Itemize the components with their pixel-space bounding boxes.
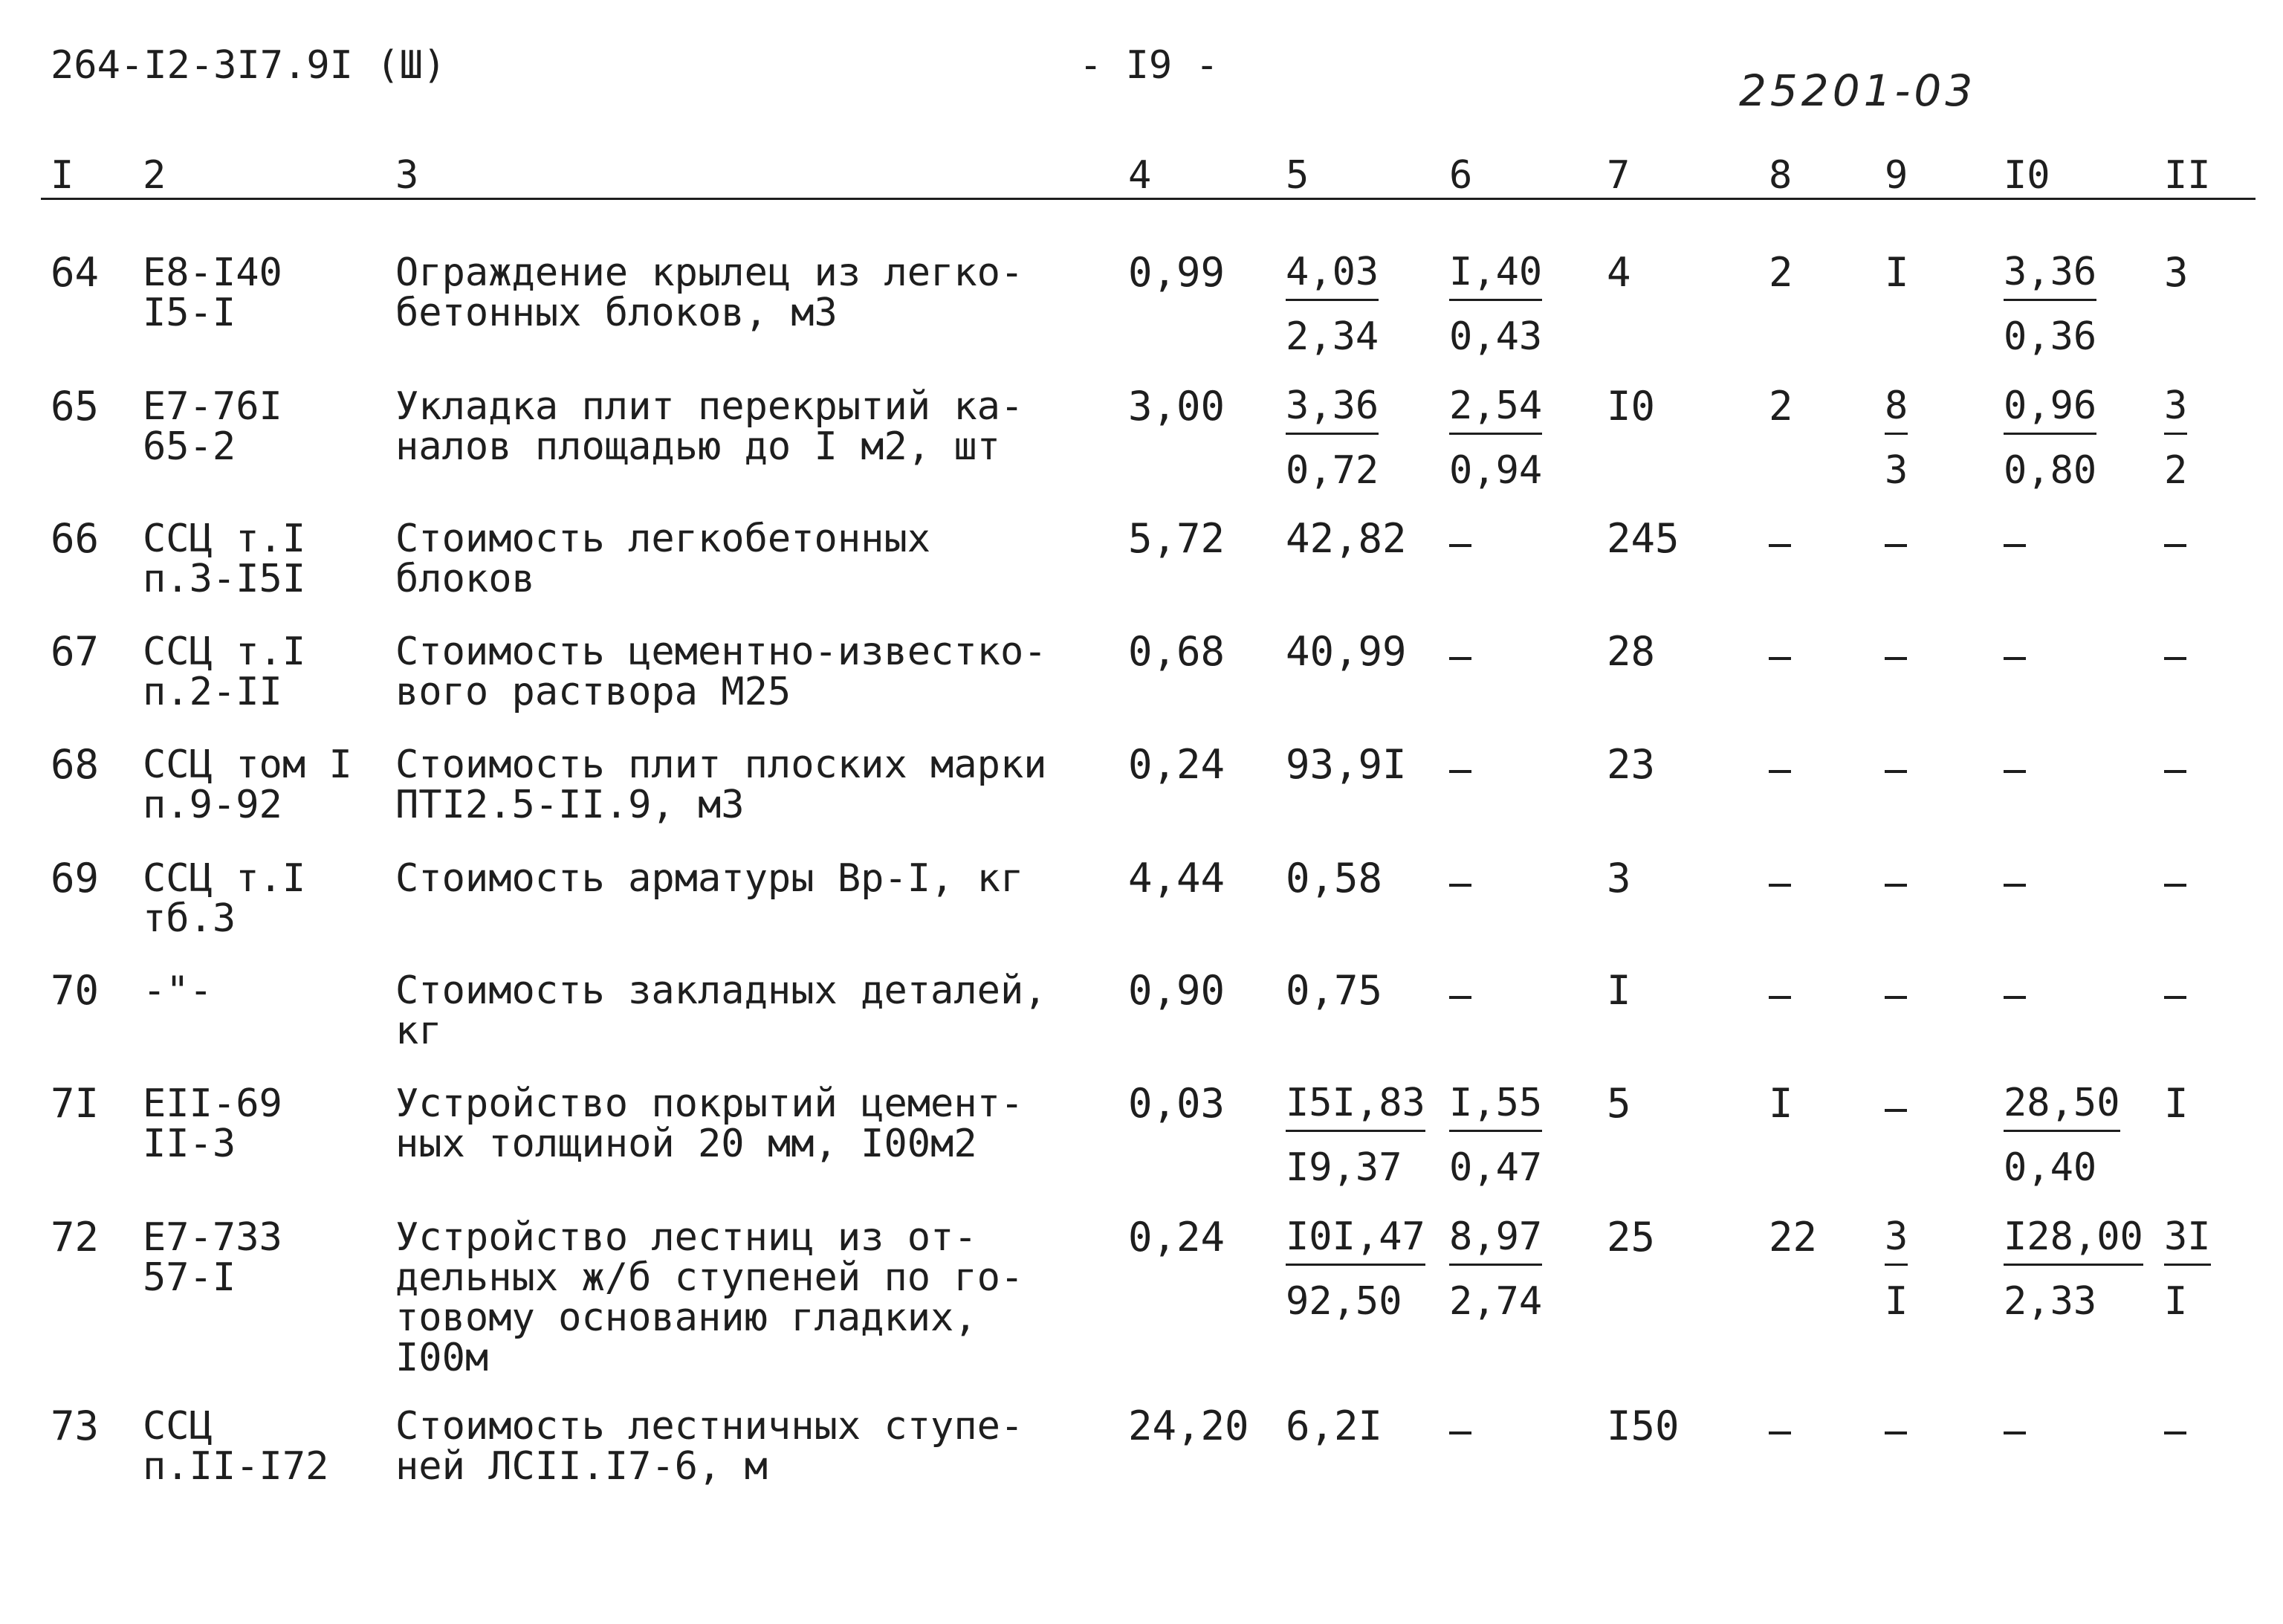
norm-code: -"- [143, 968, 213, 1013]
column-10-cell-denominator: 2,33 [2004, 1279, 2097, 1324]
unit-cost-cell-numerator: I0I,47 [1286, 1217, 1425, 1266]
column-11-cell: I [2164, 1080, 2189, 1127]
total-cost-cell: I [1607, 967, 1631, 1014]
column-6-cell-denominator: 0,47 [1449, 1145, 1543, 1190]
total-cost-cell: 25 [1607, 1214, 1656, 1261]
norm-code: ССЦ том I п.9-92 [143, 743, 352, 827]
row-number: 66 [51, 515, 100, 562]
empty-cell-dash [1885, 1431, 1907, 1434]
column-10-cell-denominator: 0,40 [2004, 1145, 2097, 1190]
row-number: 64 [51, 249, 100, 296]
archive-stamp: 25201-03 [1739, 65, 1977, 116]
column-6-cell-numerator: I,40 [1449, 253, 1542, 301]
work-description: Устройство лестниц из от- дельных ж/б ступеней по го- товому основанию гладких, I00м [395, 1215, 1024, 1380]
column-10-cell-denominator: 0,80 [2004, 448, 2097, 493]
unit-cost-cell-denominator: 2,34 [1286, 314, 1379, 359]
norm-code: Е8-I40 I5-I [143, 250, 282, 335]
unit-cost-cell-fraction [1286, 1214, 1425, 1324]
column-11-cell-numerator: 3 [2164, 386, 2187, 435]
column-6-cell-fraction [1449, 250, 1543, 359]
unit-cost-cell-numerator: 3,36 [1286, 386, 1379, 435]
total-cost-cell: 3 [1607, 855, 1631, 902]
work-description: Устройство покрытий цемент- ных толщиной 20 мм, I00м2 [395, 1081, 1024, 1166]
column-header: 2 [143, 153, 166, 198]
total-cost-cell: 23 [1607, 741, 1656, 788]
quantity-cell: 3,00 [1128, 383, 1225, 430]
empty-cell-dash [2164, 770, 2186, 773]
empty-cell-dash [1885, 996, 1907, 999]
norm-code: Е7-733 57-I [143, 1215, 282, 1300]
empty-cell-dash [2004, 1431, 2026, 1434]
column-10-cell-fraction [2004, 1214, 2143, 1324]
row-number: 73 [51, 1403, 100, 1449]
empty-cell-dash [2164, 884, 2186, 887]
empty-cell-dash [2164, 657, 2186, 660]
work-description: Стоимость арматуры Вр-I, кг [395, 856, 1024, 901]
empty-cell-dash [1769, 657, 1791, 660]
unit-cost-cell-numerator: 4,03 [1286, 253, 1379, 301]
column-10-cell-numerator: 28,50 [2004, 1084, 2120, 1132]
row-number: 70 [51, 967, 100, 1014]
column-10-cell-fraction [2004, 384, 2097, 493]
column-11-cell-fraction [2164, 1214, 2211, 1324]
unit-cost-cell-denominator: 92,50 [1286, 1279, 1402, 1324]
empty-cell-dash [1885, 770, 1907, 773]
column-6-cell-fraction [1449, 1081, 1543, 1190]
quantity-cell: 0,03 [1128, 1080, 1225, 1127]
row-number: 7I [51, 1080, 100, 1127]
unit-cost-cell: 42,82 [1286, 515, 1407, 562]
column-10-cell-fraction [2004, 1081, 2120, 1190]
unit-cost-cell: 0,75 [1286, 967, 1383, 1014]
column-header: 4 [1128, 153, 1152, 198]
row-number: 65 [51, 383, 100, 430]
empty-cell-dash [1449, 770, 1471, 773]
quantity-cell: 24,20 [1128, 1403, 1249, 1449]
column-9-cell: I [1885, 249, 1909, 296]
unit-cost-cell: 40,99 [1286, 628, 1407, 675]
column-header: I [51, 153, 74, 198]
column-11-cell-denominator: I [2164, 1279, 2188, 1324]
empty-cell-dash [1769, 1431, 1791, 1434]
work-description: Стоимость плит плоских марки ПТI2.5-II.9, м3 [395, 743, 1047, 827]
row-number: 67 [51, 628, 100, 675]
column-10-cell-fraction [2004, 250, 2097, 359]
column-6-cell-denominator: 2,74 [1449, 1279, 1543, 1324]
unit-cost-cell-fraction [1286, 1081, 1425, 1190]
column-8-cell: 2 [1769, 383, 1793, 430]
column-9-cell-denominator: 3 [1885, 448, 1908, 493]
empty-cell-dash [1885, 544, 1907, 547]
empty-cell-dash [1769, 996, 1791, 999]
column-6-cell-fraction [1449, 384, 1543, 493]
unit-cost-cell: 93,9I [1286, 741, 1407, 788]
empty-cell-dash [1769, 884, 1791, 887]
column-8-cell: 22 [1769, 1214, 1818, 1261]
empty-cell-dash [1885, 1109, 1907, 1112]
quantity-cell: 0,68 [1128, 628, 1225, 675]
norm-code: ССЦ т.I п.2-II [143, 630, 306, 714]
column-10-cell-numerator: I28,00 [2004, 1217, 2143, 1266]
empty-cell-dash [1449, 1431, 1471, 1434]
quantity-cell: 4,44 [1128, 855, 1225, 902]
work-description: Стоимость легкобетонных блоков [395, 517, 931, 601]
total-cost-cell: I0 [1607, 383, 1656, 430]
column-9-cell-fraction [1885, 1214, 1908, 1324]
quantity-cell: 0,24 [1128, 1214, 1225, 1261]
work-description: Стоимость закладных деталей, кг [395, 968, 1047, 1053]
column-8-cell: I [1769, 1080, 1793, 1127]
total-cost-cell: 28 [1607, 628, 1656, 675]
empty-cell-dash [2164, 544, 2186, 547]
empty-cell-dash [1449, 884, 1471, 887]
empty-cell-dash [1769, 770, 1791, 773]
column-6-cell-denominator: 0,43 [1449, 314, 1543, 359]
column-header: 8 [1769, 153, 1793, 198]
column-6-cell-denominator: 0,94 [1449, 448, 1543, 493]
empty-cell-dash [2004, 996, 2026, 999]
empty-cell-dash [1769, 544, 1791, 547]
column-6-cell-fraction [1449, 1214, 1543, 1324]
quantity-cell: 0,90 [1128, 967, 1225, 1014]
unit-cost-cell-fraction [1286, 384, 1379, 493]
column-10-cell-numerator: 0,96 [2004, 386, 2096, 435]
norm-code: Е7-76I 65-2 [143, 384, 282, 469]
quantity-cell: 0,24 [1128, 741, 1225, 788]
column-header: 9 [1885, 153, 1908, 198]
column-11-cell-fraction [2164, 384, 2188, 493]
column-header: 3 [395, 153, 419, 198]
column-11-cell-denominator: 2 [2164, 448, 2188, 493]
total-cost-cell: I50 [1607, 1403, 1680, 1449]
row-number: 69 [51, 855, 100, 902]
unit-cost-cell: 0,58 [1286, 855, 1383, 902]
header-rule [41, 198, 2256, 200]
work-description: Ограждение крылец из легко- бетонных блоков, м3 [395, 250, 1024, 335]
quantity-cell: 0,99 [1128, 249, 1225, 296]
column-9-cell-denominator: I [1885, 1279, 1908, 1324]
column-header: 6 [1449, 153, 1473, 198]
norm-code: ССЦ п.II-I72 [143, 1404, 329, 1489]
empty-cell-dash [2004, 657, 2026, 660]
empty-cell-dash [2004, 544, 2026, 547]
row-number: 68 [51, 741, 100, 788]
column-6-cell-numerator: I,55 [1449, 1084, 1542, 1132]
column-header: 7 [1607, 153, 1631, 198]
norm-code: ССЦ т.I п.3-I5I [143, 517, 306, 601]
work-description: Стоимость цементно-известко- вого раствора М25 [395, 630, 1047, 714]
work-description: Укладка плит перекрытий ка- налов площадью до I м2, шт [395, 384, 1024, 469]
column-9-cell-numerator: 8 [1885, 386, 1908, 435]
total-cost-cell: 4 [1607, 249, 1631, 296]
empty-cell-dash [1885, 884, 1907, 887]
empty-cell-dash [1885, 657, 1907, 660]
total-cost-cell: 5 [1607, 1080, 1631, 1127]
empty-cell-dash [1449, 657, 1471, 660]
document-code: 264-I2-3I7.9I (Ш) [51, 43, 447, 88]
empty-cell-dash [1449, 544, 1471, 547]
work-description: Стоимость лестничных ступе- ней ЛСII.I7-6, м [395, 1404, 1024, 1489]
column-11-cell-numerator: 3I [2164, 1217, 2211, 1266]
row-number: 72 [51, 1214, 100, 1261]
unit-cost-cell: 6,2I [1286, 1403, 1383, 1449]
column-header: II [2164, 153, 2211, 198]
empty-cell-dash [2004, 884, 2026, 887]
empty-cell-dash [2004, 770, 2026, 773]
column-8-cell: 2 [1769, 249, 1793, 296]
total-cost-cell: 245 [1607, 515, 1680, 562]
column-9-cell-numerator: 3 [1885, 1217, 1908, 1266]
quantity-cell: 5,72 [1128, 515, 1225, 562]
empty-cell-dash [1449, 996, 1471, 999]
norm-code: ЕII-69 II-3 [143, 1081, 282, 1166]
empty-cell-dash [2164, 1431, 2186, 1434]
column-11-cell: 3 [2164, 249, 2189, 296]
unit-cost-cell-denominator: 0,72 [1286, 448, 1379, 493]
norm-code: ССЦ т.I тб.3 [143, 856, 306, 941]
column-6-cell-numerator: 8,97 [1449, 1217, 1542, 1266]
column-10-cell-numerator: 3,36 [2004, 253, 2096, 301]
empty-cell-dash [2164, 996, 2186, 999]
unit-cost-cell-fraction [1286, 250, 1379, 359]
unit-cost-cell-denominator: I9,37 [1286, 1145, 1402, 1190]
unit-cost-cell-numerator: I5I,83 [1286, 1084, 1425, 1132]
column-10-cell-denominator: 0,36 [2004, 314, 2097, 359]
column-6-cell-numerator: 2,54 [1449, 386, 1542, 435]
page-number: - I9 - [1079, 43, 1219, 88]
column-header: 5 [1286, 153, 1309, 198]
column-9-cell-fraction [1885, 384, 1908, 493]
column-header: I0 [2004, 153, 2050, 198]
